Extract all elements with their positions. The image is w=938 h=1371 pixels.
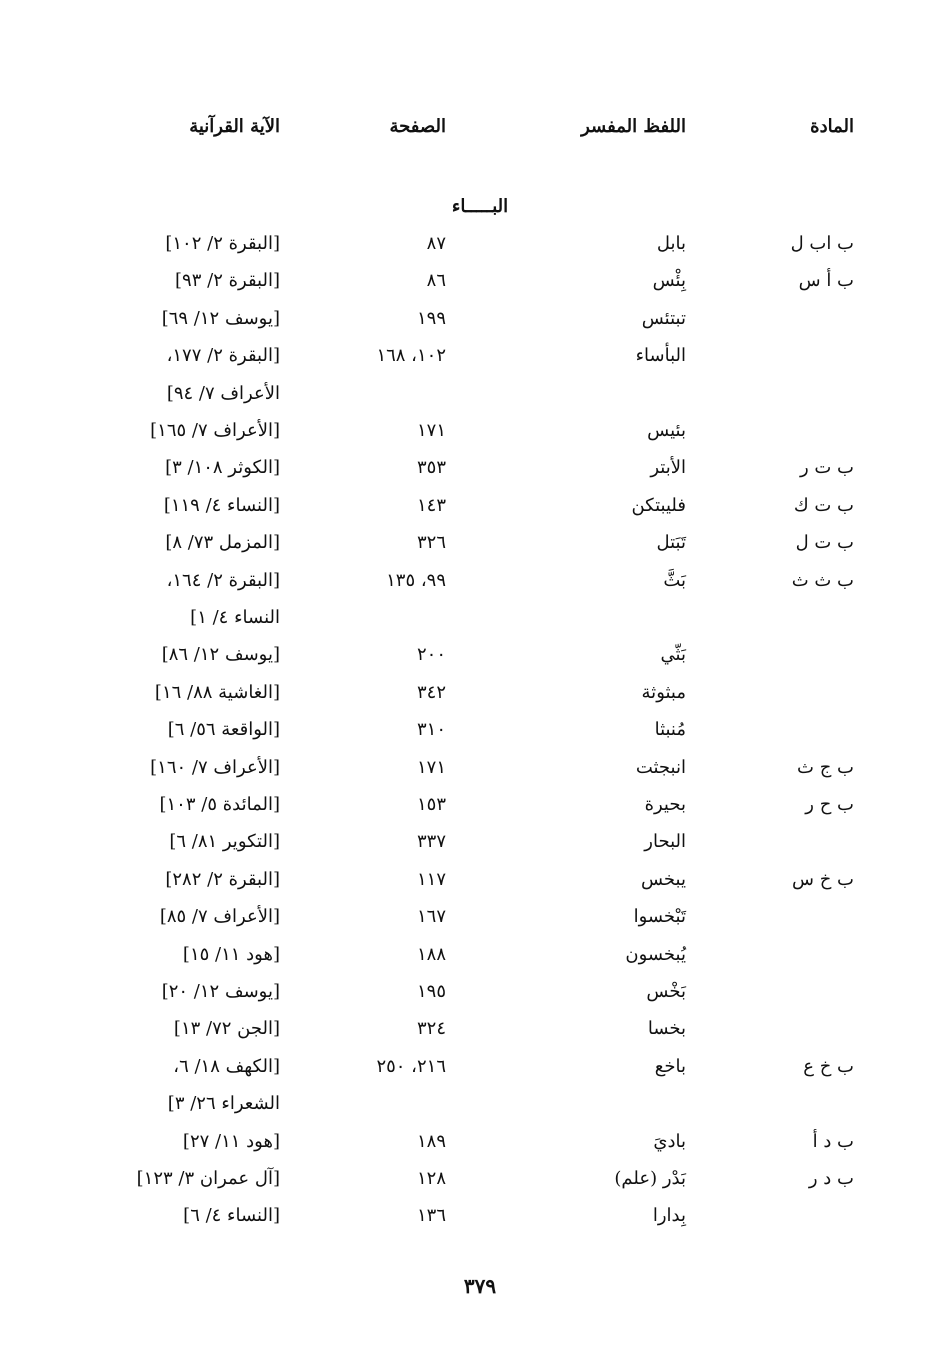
- cell-verse: [الأعراف ٧/ ٨٥]: [159, 906, 280, 927]
- cell-page: ٣٤٢: [416, 682, 446, 703]
- cell-page: ١٨٩: [416, 1131, 446, 1152]
- table-row: [0, 1127, 938, 1164]
- cell-page: ١٦٧: [416, 906, 446, 927]
- cell-verse: [النساء ٤/ ١١٩]: [163, 495, 280, 516]
- table-row: [0, 1014, 938, 1051]
- table-row: [0, 229, 938, 266]
- table-row: [0, 678, 938, 715]
- cell-verse: [هود ١١/ ٢٧]: [182, 1131, 280, 1152]
- cell-word: الأبتر: [650, 457, 686, 478]
- table-row: [0, 528, 938, 565]
- cell-page: ٣٢٦: [416, 532, 446, 553]
- cell-verse: الأعراف ٧/ ٩٤]: [166, 383, 280, 404]
- cell-word: فليبتكن: [631, 495, 686, 516]
- table-row: [0, 827, 938, 864]
- table-row: [0, 1164, 938, 1201]
- page-number: ٣٧٩: [463, 1274, 497, 1298]
- cell-verse: [البقرة ٢/ ١٧٧،: [166, 345, 280, 366]
- table-row: [0, 977, 938, 1014]
- cell-word: البأساء: [635, 345, 686, 366]
- cell-verse: [الأعراف ٧/ ١٦٠]: [150, 757, 280, 778]
- cell-verse: [هود ١١/ ١٥]: [182, 944, 280, 965]
- cell-word: باديَ: [653, 1131, 686, 1152]
- cell-verse: [آل عمران ٣/ ١٢٣]: [136, 1168, 280, 1189]
- table-row: [0, 416, 938, 453]
- cell-verse: [البقرة ٢/ ١٠٢]: [165, 233, 280, 254]
- cell-page: ١٨٨: [416, 944, 446, 965]
- cell-word: يُبخسون: [625, 944, 686, 965]
- cell-verse: [الغاشية ٨٨/ ١٦]: [154, 682, 280, 703]
- table-row: [0, 715, 938, 752]
- cell-verse: الشعراء ٢٦/ ٣]: [167, 1093, 280, 1114]
- cell-page: ٢٠٠: [416, 644, 446, 665]
- table-row: [0, 266, 938, 303]
- cell-verse: النساء ٤/ ١]: [190, 607, 280, 628]
- table-row: [0, 902, 938, 939]
- table-row: [0, 1089, 938, 1126]
- cell-root: ب ث ث: [791, 570, 854, 591]
- cell-word: بئيس: [647, 420, 686, 441]
- cell-page: ١٥٣: [416, 794, 446, 815]
- cell-word: بَدْر (علم): [614, 1168, 686, 1189]
- table-row: [0, 341, 938, 378]
- table-row: [0, 379, 938, 416]
- cell-word: تَبَتل: [656, 532, 686, 553]
- header-root: المادة: [810, 116, 854, 137]
- cell-verse: [البقرة ٢/ ٩٣]: [175, 270, 280, 291]
- cell-page: ٩٩، ١٣٥: [386, 570, 446, 591]
- cell-verse: [الكهف ١٨/ ٦،: [173, 1056, 280, 1077]
- cell-page: ١٤٣: [416, 495, 446, 516]
- cell-root: ب د ر: [808, 1168, 854, 1189]
- cell-root: ب أ س: [798, 270, 854, 291]
- cell-root: ب اب ل: [790, 233, 854, 254]
- cell-page: ١٩٩: [416, 308, 446, 329]
- cell-page: ١١٧: [416, 869, 446, 890]
- cell-root: ب خ س: [792, 869, 854, 890]
- cell-verse: [المزمل ٧٣/ ٨]: [165, 532, 280, 553]
- cell-word: بَثَّ: [663, 570, 686, 591]
- cell-verse: [الأعراف ٧/ ١٦٥]: [150, 420, 280, 441]
- cell-word: انبجثت: [635, 757, 686, 778]
- cell-verse: [يوسف ١٢/ ٨٦]: [161, 644, 280, 665]
- cell-root: ب خ ع: [803, 1056, 854, 1077]
- cell-word: بَخْس: [646, 981, 686, 1002]
- cell-verse: [يوسف ١٢/ ٢٠]: [161, 981, 280, 1002]
- cell-root: ب ج ث: [797, 757, 854, 778]
- cell-page: ٨٦: [426, 270, 446, 291]
- cell-page: ١٣٦: [416, 1205, 446, 1226]
- cell-word: تَبْخسوا: [633, 906, 686, 927]
- cell-word: البحار: [644, 831, 686, 852]
- cell-verse: [الكوثر ١٠٨/ ٣]: [165, 457, 280, 478]
- cell-verse: [المائدة ٥/ ١٠٣]: [159, 794, 280, 815]
- cell-word: بابل: [656, 233, 686, 254]
- header-verse: الآية القرآنية: [189, 116, 280, 137]
- cell-root: ب ح ر: [805, 794, 854, 815]
- cell-verse: [البقرة ٢/ ١٦٤،: [166, 570, 280, 591]
- cell-verse: [الواقعة ٥٦/ ٦]: [167, 719, 280, 740]
- cell-verse: [البقرة ٢/ ٢٨٢]: [165, 869, 280, 890]
- table-row: [0, 940, 938, 977]
- table-row: [0, 566, 938, 603]
- cell-word: مُنبثا: [654, 719, 686, 740]
- cell-word: بِدارا: [652, 1205, 686, 1226]
- table-row: [0, 1201, 938, 1238]
- table-row: [0, 491, 938, 528]
- table-row: [0, 304, 938, 341]
- cell-root: ب ت ل: [795, 532, 854, 553]
- cell-word: مبثوثة: [641, 682, 686, 703]
- cell-verse: [التكوير ٨١/ ٦]: [169, 831, 280, 852]
- cell-page: ١٧١: [416, 420, 446, 441]
- cell-page: ٨٧: [426, 233, 446, 254]
- cell-page: ١٩٥: [416, 981, 446, 1002]
- cell-page: ٣١٠: [416, 719, 446, 740]
- cell-page: ٢١٦، ٢٥٠: [376, 1056, 446, 1077]
- cell-word: باخع: [654, 1056, 686, 1077]
- table-row: [0, 1052, 938, 1089]
- cell-word: يبخس: [640, 869, 686, 890]
- cell-page: ١٢٨: [416, 1168, 446, 1189]
- table-row: [0, 865, 938, 902]
- cell-verse: [يوسف ١٢/ ٦٩]: [161, 308, 280, 329]
- cell-page: ٣٢٤: [416, 1018, 446, 1039]
- cell-page: ١٧١: [416, 757, 446, 778]
- cell-word: بحيرة: [644, 794, 686, 815]
- cell-root: ب ت ر: [799, 457, 854, 478]
- cell-verse: [الجن ٧٢/ ١٣]: [173, 1018, 280, 1039]
- cell-verse: [النساء ٤/ ٦]: [183, 1205, 280, 1226]
- cell-page: ٣٥٣: [416, 457, 446, 478]
- header-word: اللفظ المفسر: [581, 116, 686, 137]
- table-row: [0, 640, 938, 677]
- header-page: الصفحة: [389, 116, 446, 137]
- table-row: [0, 603, 938, 640]
- cell-root: ب ت ك: [793, 495, 854, 516]
- cell-word: تبتئس: [641, 308, 686, 329]
- table-row: [0, 753, 938, 790]
- cell-word: بَثّي: [660, 644, 686, 665]
- cell-root: ب د أ: [812, 1131, 854, 1152]
- table-row: [0, 790, 938, 827]
- table-row: [0, 453, 938, 490]
- section-title: البـــــاء: [451, 196, 509, 217]
- cell-word: بِئْس: [652, 270, 686, 291]
- cell-page: ١٠٢، ١٦٨: [376, 345, 446, 366]
- cell-word: بخسا: [647, 1018, 686, 1039]
- cell-page: ٣٣٧: [416, 831, 446, 852]
